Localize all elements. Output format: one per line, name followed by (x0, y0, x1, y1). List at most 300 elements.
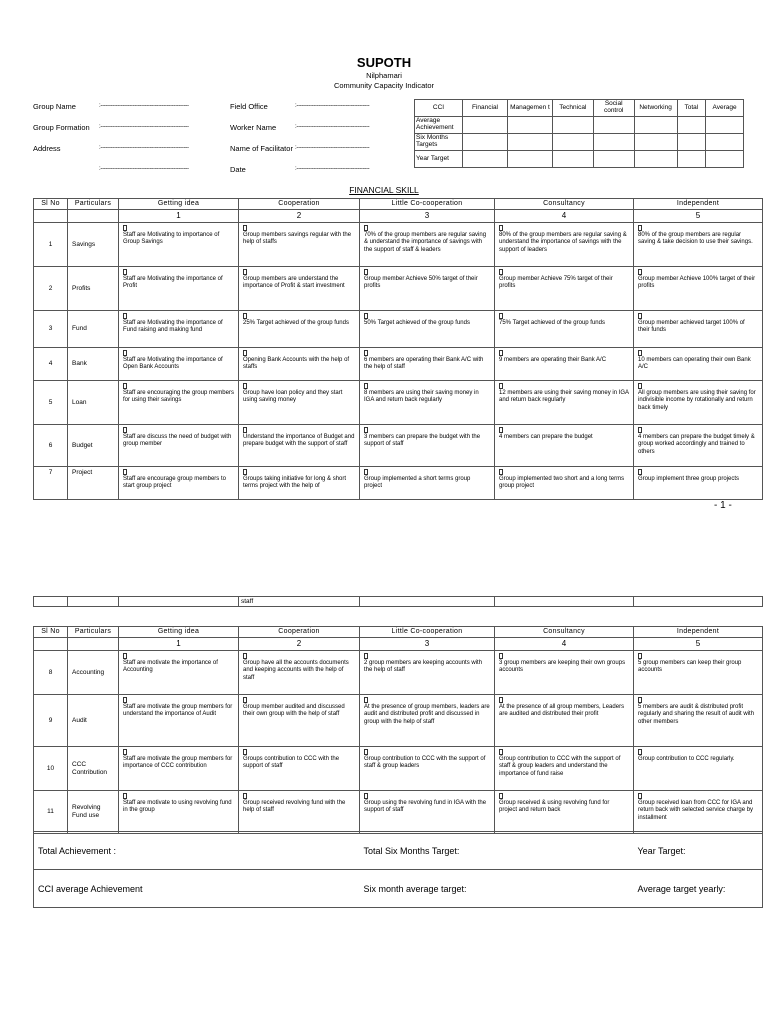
checkbox-icon[interactable] (638, 793, 642, 799)
level-cell (239, 425, 360, 467)
level-number: 3 (360, 210, 495, 223)
worker-name-label: Worker Name (230, 123, 277, 132)
date-field[interactable]: :------------------------------------------- (295, 166, 370, 172)
level-description: Group implemented two short and a long terms group project (499, 476, 625, 490)
checkbox-icon[interactable] (123, 749, 127, 755)
serial-number: 8 (34, 651, 68, 695)
checkbox-icon[interactable] (364, 269, 368, 275)
level-cell (119, 651, 239, 695)
table-row (34, 348, 763, 381)
level-cell (360, 311, 495, 348)
level-description: 5 group members can keep their group accounts (638, 660, 742, 674)
particular: Profits (68, 267, 119, 311)
checkbox-icon[interactable] (364, 653, 368, 659)
serial-number: 5 (34, 381, 68, 425)
cci-cell[interactable] (706, 117, 744, 134)
document-subtitle: Nilphamari (366, 71, 402, 80)
checkbox-icon[interactable] (123, 469, 127, 475)
level-description: 9 members are operating their Bank A/C (499, 357, 607, 363)
level-number-row (34, 638, 763, 651)
checkbox-icon[interactable] (638, 350, 642, 356)
level-description: 8 members are using their saving money in IGA and return back regularly (364, 390, 479, 404)
level-cell (239, 695, 360, 747)
level-cell (239, 791, 360, 834)
column-header: Sl No (34, 199, 68, 210)
level-cell (495, 381, 634, 425)
checkbox-icon[interactable] (364, 427, 368, 433)
document-title: SUPOTH (356, 55, 412, 70)
level-cell (119, 311, 239, 348)
level-description: Staff are discuss the need of budget with group member (123, 434, 232, 448)
cci-cell[interactable] (634, 117, 677, 134)
cci-cell[interactable] (634, 151, 677, 168)
checkbox-icon[interactable] (243, 697, 247, 703)
checkbox-icon[interactable] (499, 383, 503, 389)
level-cell (119, 695, 239, 747)
checkbox-icon[interactable] (243, 350, 247, 356)
level-cell (119, 747, 239, 791)
level-description: Group using the revolving fund in IGA with the support of staff (364, 800, 487, 814)
level-description: Group member Achieve 50% target of their profits (364, 276, 478, 290)
level-description: 4 members can prepare the budget timely & group worked accordingly and trained to others (638, 434, 755, 455)
column-header: Cooperation (239, 199, 360, 210)
table-row (34, 311, 763, 348)
table-header-row (34, 627, 763, 638)
cci-cell[interactable] (552, 151, 593, 168)
level-description: Staff are encourage group members to start group project (123, 476, 226, 490)
column-header: Cooperation (239, 627, 360, 638)
cci-cell[interactable] (677, 151, 706, 168)
level-description: Staff are Motivating the importance of Fund raising and making fund (123, 320, 223, 334)
blank-cell (68, 210, 119, 223)
level-description: Staff are motivate to using revolving fund in the group (123, 800, 232, 814)
group-formation-label: Group Formation (33, 123, 90, 132)
level-cell (239, 381, 360, 425)
checkbox-icon[interactable] (638, 225, 642, 231)
cci-cell[interactable] (677, 134, 706, 151)
checkbox-icon[interactable] (638, 313, 642, 319)
level-description: Staff are motivate the group members for understand the importance of Audit (123, 704, 233, 718)
level-description: Group implement three group projects (638, 476, 740, 482)
column-header: Independent (634, 199, 763, 210)
address-field[interactable]: :---------------------------------------------------- (99, 145, 189, 151)
page-number: - 1 - (714, 500, 732, 511)
level-description: 3 group members are keeping their own groups accounts (499, 660, 626, 674)
level-cell (239, 747, 360, 791)
field-office-label: Field Office (230, 102, 268, 111)
cci-cell[interactable] (507, 151, 552, 168)
level-description: Group received loan from CCC for IGA and return back with selected service charge by installment (638, 800, 754, 821)
cci-table (414, 99, 744, 168)
checkbox-icon[interactable] (364, 793, 368, 799)
level-cell (360, 695, 495, 747)
cci-cell[interactable] (463, 151, 508, 168)
level-description: 80% of the group members are regular saving & understand the importance of savings with the support of leaders (499, 232, 627, 253)
cci-header-cell: Social control (593, 100, 634, 117)
column-header: Consultancy (495, 627, 634, 638)
table-row (34, 791, 763, 834)
level-cell (360, 348, 495, 381)
level-cell (360, 791, 495, 834)
level-cell (119, 425, 239, 467)
cci-header-cell: CCI (415, 100, 463, 117)
level-description: Group contribution to CCC with the support of staff & group leaders and understand the importance of fund raise (499, 756, 621, 777)
level-cell (119, 791, 239, 834)
cont-cell (634, 597, 763, 607)
level-cell (239, 651, 360, 695)
cci-header-cell: Total (677, 100, 706, 117)
particular: CCC Contribution (68, 747, 119, 791)
level-cell (634, 695, 763, 747)
serial-number: 6 (34, 425, 68, 467)
column-header: Getting idea (119, 199, 239, 210)
particular: Bank (68, 348, 119, 381)
level-cell (495, 425, 634, 467)
table-row (34, 695, 763, 747)
cci-cell[interactable] (677, 117, 706, 134)
particular: Audit (68, 695, 119, 747)
cci-cell[interactable] (593, 134, 634, 151)
level-cell (495, 651, 634, 695)
checkbox-icon[interactable] (499, 793, 503, 799)
cci-cell[interactable] (463, 134, 508, 151)
level-description: Staff are motivate the group members for importance of CCC contribution (123, 756, 233, 770)
level-cell (634, 267, 763, 311)
cci-row-label: Six Months Targets (415, 134, 463, 151)
checkbox-icon[interactable] (123, 269, 127, 275)
cci-row-label: Year Target (415, 151, 463, 168)
level-cell (495, 467, 634, 500)
level-cell (634, 348, 763, 381)
group-formation-field[interactable]: :---------------------------------------------------- (99, 124, 189, 130)
checkbox-icon[interactable] (364, 697, 368, 703)
cont-cell (360, 597, 495, 607)
level-description: Opening Bank Accounts with the help of staffs (243, 357, 350, 371)
level-description: 6 members are operating their Bank A/C with the help of staff (364, 357, 484, 371)
checkbox-icon[interactable] (638, 653, 642, 659)
level-cell (360, 467, 495, 500)
level-cell (634, 747, 763, 791)
level-cell (495, 348, 634, 381)
level-description: Group received revolving fund with the help of staff (243, 800, 346, 814)
level-description: Staff are Motivating to importance of Group Savings (123, 232, 220, 246)
level-description: Group member Achieve 100% target of their profits (638, 276, 756, 290)
cci-cell[interactable] (463, 117, 508, 134)
checkbox-icon[interactable] (499, 313, 503, 319)
level-cell (634, 425, 763, 467)
summary-table (33, 831, 763, 908)
cci-cell[interactable] (507, 117, 552, 134)
column-header: Particulars (68, 627, 119, 638)
financial-skill-table (33, 198, 763, 500)
cci-cell[interactable] (552, 134, 593, 151)
checkbox-icon[interactable] (499, 697, 503, 703)
level-number: 2 (239, 210, 360, 223)
checkbox-icon[interactable] (364, 225, 368, 231)
checkbox-icon[interactable] (243, 749, 247, 755)
level-cell (360, 223, 495, 267)
cci-row (415, 151, 744, 168)
level-description: Group contribution to CCC with the support of staff & group leaders (364, 756, 486, 770)
level-description: Group member Achieve 75% target of their profits (499, 276, 613, 290)
level-cell (634, 651, 763, 695)
level-description: Groups contribution to CCC with the support of staff (243, 756, 340, 770)
level-description: Group have loan policy and they start using saving money (243, 390, 343, 404)
checkbox-icon[interactable] (364, 383, 368, 389)
checkbox-icon[interactable] (243, 225, 247, 231)
level-cell (119, 223, 239, 267)
checkbox-icon[interactable] (123, 653, 127, 659)
level-description: 12 members are using their saving money in IGA and return back regularly (499, 390, 629, 404)
level-number: 1 (119, 638, 239, 651)
facilitator-label: Name of Facilitator (230, 144, 293, 153)
level-number: 4 (495, 638, 634, 651)
cci-average-label: CCI average Achievement (34, 870, 360, 908)
average-target-yearly-label: Average target yearly: (634, 870, 763, 908)
cont-cell (119, 597, 239, 607)
serial-number: 1 (34, 223, 68, 267)
cci-cell[interactable] (634, 134, 677, 151)
cci-row (415, 117, 744, 134)
level-description: 5 members are audit & distributed profit regularly and sharing the result of audit with other members (638, 704, 755, 725)
column-header: Independent (634, 627, 763, 638)
level-cell (495, 747, 634, 791)
level-cell (119, 348, 239, 381)
cci-row (415, 134, 744, 151)
checkbox-icon[interactable] (123, 383, 127, 389)
level-cell (239, 267, 360, 311)
column-header: Particulars (68, 199, 119, 210)
checkbox-icon[interactable] (123, 350, 127, 356)
cont-cell (495, 597, 634, 607)
checkbox-icon[interactable] (243, 383, 247, 389)
column-header: Little Co-cooperation (360, 627, 495, 638)
serial-number: 10 (34, 747, 68, 791)
particular: Revolving Fund use (68, 791, 119, 834)
level-cell (634, 467, 763, 500)
checkbox-icon[interactable] (499, 225, 503, 231)
level-cell (360, 651, 495, 695)
table-row (34, 381, 763, 425)
total-achievement-label: Total Achievement : (34, 832, 360, 870)
level-description: Staff are Motivating the importance of Profit (123, 276, 223, 290)
blank-cell (68, 638, 119, 651)
checkbox-icon[interactable] (638, 697, 642, 703)
checkbox-icon[interactable] (123, 225, 127, 231)
level-number: 4 (495, 210, 634, 223)
level-description: Staff are Motivating the importance of Open Bank Accounts (123, 357, 223, 371)
level-description: Groups taking initiative for long & short terms project with the help of (243, 476, 347, 490)
checkbox-icon[interactable] (364, 749, 368, 755)
cci-header-cell: Networking (634, 100, 677, 117)
table-row (34, 223, 763, 267)
cci-cell[interactable] (552, 117, 593, 134)
level-description: 25% Target achieved of the group funds (243, 320, 349, 326)
document-subtitle-2: Community Capacity Indicator (333, 81, 435, 90)
level-description: Group member achieved target 100% of their funds (638, 320, 745, 334)
level-cell (239, 467, 360, 500)
column-header: Getting idea (119, 627, 239, 638)
level-description: 50% Target achieved of the group funds (364, 320, 470, 326)
six-month-average-label: Six month average target: (360, 870, 634, 908)
level-cell (495, 267, 634, 311)
level-cell (495, 791, 634, 834)
checkbox-icon[interactable] (123, 697, 127, 703)
section-title: FINANCIAL SKILL (349, 185, 419, 195)
level-cell (119, 381, 239, 425)
checkbox-icon[interactable] (638, 469, 642, 475)
level-cell (634, 223, 763, 267)
level-cell (634, 311, 763, 348)
checkbox-icon[interactable] (243, 653, 247, 659)
checkbox-icon[interactable] (364, 469, 368, 475)
level-cell (239, 348, 360, 381)
checkbox-icon[interactable] (638, 749, 642, 755)
level-description: 2 group members are keeping accounts with the help of staff (364, 660, 483, 674)
checkbox-icon[interactable] (364, 313, 368, 319)
checkbox-icon[interactable] (499, 749, 503, 755)
level-cell (119, 467, 239, 500)
level-description: Group contribution to CCC regularly. (638, 756, 735, 762)
group-name-field[interactable]: :---------------------------------------------------- (99, 103, 189, 109)
serial-number: 7 (34, 467, 68, 500)
date-label: Date (230, 165, 246, 174)
group-name-label: Group Name (33, 102, 76, 111)
particular: Savings (68, 223, 119, 267)
level-number: 3 (360, 638, 495, 651)
particular: Budget (68, 425, 119, 467)
level-cell (119, 267, 239, 311)
level-cell (239, 311, 360, 348)
worker-name-field[interactable]: :------------------------------------------- (295, 124, 370, 130)
cci-cell[interactable] (706, 151, 744, 168)
level-description: Group members are understand the importance of Profit & start investment (243, 276, 345, 290)
cci-header-cell: Financial (463, 100, 508, 117)
level-description: Group have all the accounts documents and keeping accounts with the help of staff (243, 660, 349, 681)
level-description: Understand the importance of Budget and prepare budget with the support of staff (243, 434, 355, 448)
checkbox-icon[interactable] (123, 793, 127, 799)
level-cell (360, 425, 495, 467)
checkbox-icon[interactable] (243, 427, 247, 433)
cci-header-cell: Technical (552, 100, 593, 117)
level-description: 80% of the group members are regular saving & take decision to use their savings. (638, 232, 753, 246)
table-header-row (34, 199, 763, 210)
level-description: At the presence of group members, leaders are audit and distributed profit and discussed in group with the help of staff (364, 704, 490, 725)
cci-row-label: Average Achievement (415, 117, 463, 134)
checkbox-icon[interactable] (638, 383, 642, 389)
table-row (34, 747, 763, 791)
checkbox-icon[interactable] (499, 653, 503, 659)
checkbox-icon[interactable] (499, 269, 503, 275)
blank-cell (34, 210, 68, 223)
blank-cell (34, 638, 68, 651)
checkbox-icon[interactable] (638, 269, 642, 275)
checkbox-icon[interactable] (243, 313, 247, 319)
level-number: 5 (634, 210, 763, 223)
level-description: Group implemented a short terms group project (364, 476, 471, 490)
serial-number: 4 (34, 348, 68, 381)
table-row (34, 651, 763, 695)
serial-number: 3 (34, 311, 68, 348)
total-six-months-label: Total Six Months Target: (360, 832, 634, 870)
cci-header-cell: Managemen t (507, 100, 552, 117)
cont-cell (34, 597, 68, 607)
cci-cell[interactable] (507, 134, 552, 151)
level-cell (360, 267, 495, 311)
serial-number: 9 (34, 695, 68, 747)
year-target-label: Year Target: (634, 832, 763, 870)
level-cell (634, 791, 763, 834)
level-description: Staff are motivate the importance of Accounting (123, 660, 218, 674)
level-cell (239, 223, 360, 267)
checkbox-icon[interactable] (364, 350, 368, 356)
level-number: 1 (119, 210, 239, 223)
field-office-field[interactable]: :------------------------------------------- (295, 103, 370, 109)
level-number-row (34, 210, 763, 223)
cci-cell[interactable] (593, 117, 634, 134)
cci-cell[interactable] (706, 134, 744, 151)
level-cell (495, 311, 634, 348)
table-row (34, 467, 763, 500)
column-header: Consultancy (495, 199, 634, 210)
cont-cell (68, 597, 119, 607)
financial-skill-table-continued (33, 626, 763, 834)
level-description: Group members savings regular with the help of staffs (243, 232, 352, 246)
cci-header-cell: Average (706, 100, 744, 117)
level-cell (495, 223, 634, 267)
table-row (34, 425, 763, 467)
level-cell (495, 695, 634, 747)
level-description: Group member audited and discussed their own group with the help of staff (243, 704, 345, 718)
level-description: Group received & using revolving fund for project and return back (499, 800, 610, 814)
particular: Accounting (68, 651, 119, 695)
level-cell (360, 381, 495, 425)
checkbox-icon[interactable] (123, 427, 127, 433)
cont-cell-text: staff (239, 597, 360, 607)
address-field-2[interactable]: :---------------------------------------------------- (99, 166, 189, 172)
checkbox-icon[interactable] (638, 427, 642, 433)
level-number: 5 (634, 638, 763, 651)
address-label: Address (33, 144, 61, 153)
column-header: Sl No (34, 627, 68, 638)
level-cell (634, 381, 763, 425)
level-description: At the presence of all group members, Leaders are audited and distributed their profit (499, 704, 625, 718)
checkbox-icon[interactable] (123, 313, 127, 319)
table-row (34, 267, 763, 311)
continuation-row (33, 596, 763, 607)
checkbox-icon[interactable] (499, 350, 503, 356)
particular: Fund (68, 311, 119, 348)
serial-number: 11 (34, 791, 68, 834)
level-description: 4 members can prepare the budget (499, 434, 593, 440)
checkbox-icon[interactable] (499, 427, 503, 433)
checkbox-icon[interactable] (243, 469, 247, 475)
cci-header-row (415, 100, 744, 117)
cci-cell[interactable] (593, 151, 634, 168)
level-description: 70% of the group members are regular saving & understand the importance of savings with the support of staff & leaders (364, 232, 487, 253)
particular: Loan (68, 381, 119, 425)
level-description: 75% Target achieved of the group funds (499, 320, 605, 326)
level-description: Staff are encouraging the group members for using their savings (123, 390, 234, 404)
checkbox-icon[interactable] (499, 469, 503, 475)
level-description: 3 members can prepare the budget with the support of staff (364, 434, 481, 448)
checkbox-icon[interactable] (243, 269, 247, 275)
level-cell (360, 747, 495, 791)
checkbox-icon[interactable] (243, 793, 247, 799)
facilitator-field[interactable]: :------------------------------------------- (295, 145, 370, 151)
level-number: 2 (239, 638, 360, 651)
level-description: 10 members can operating their own Bank A/C (638, 357, 751, 371)
